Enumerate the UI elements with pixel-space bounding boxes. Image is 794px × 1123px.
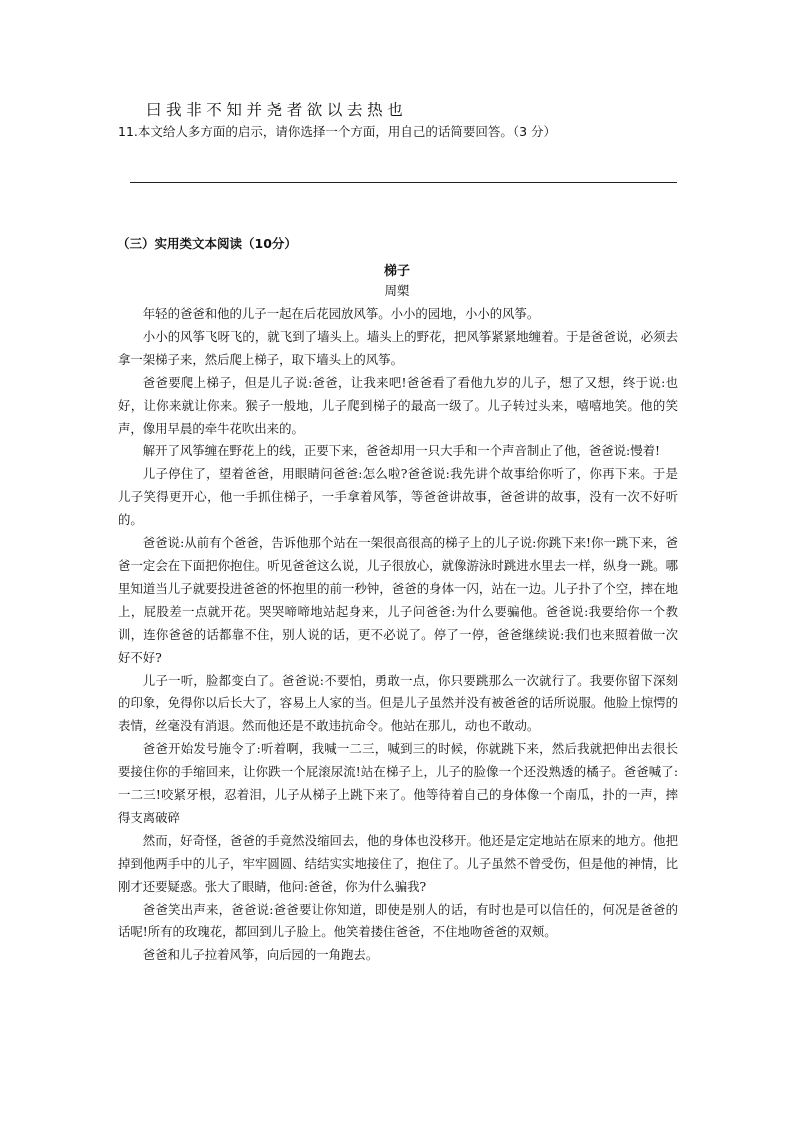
paragraph: 爸爸开始发号施令了:听着啊，我喊一二三，喊到三的时候，你就跳下来，然后我就把伸出去很长要接住你的手缩回来，让你跌一个屁滚尿流!站在梯子上，儿子的脸像一个还没熟透的橘子。爸爸喊了:一二三!咬紧牙根，忍着泪，儿子从梯子上跳下来了。他等待着自己的身体像一个南瓜，扑的一声，摔得支离破碎 <box>118 741 678 825</box>
paragraph: 年轻的爸爸和他的儿子一起在后花园放风筝。小小的园地，小小的风筝。 <box>142 306 540 321</box>
story-body <box>118 303 678 967</box>
paragraph: 解开了风筝缠在野花上的线，正要下来，爸爸却用一只大手和一个声音制止了他，爸爸说:慢着! <box>142 443 660 459</box>
paragraph: 爸爸和儿子拉着风筝，向后园的一角跑去。 <box>142 947 379 963</box>
question-11: 11.本文给人多方面的启示，请你选择一个方面，用自己的话简要回答。（3 分） <box>118 124 557 139</box>
paragraph: 爸爸要爬上梯子，但是儿子说:爸爸，让我来吧!爸爸看了看他九岁的儿子，想了又想，终于说:也好，让你来就让你来。猴子一般地，儿子爬到梯子的最高一级了。儿子转过头来，嘻嘻地笑。他的笑声，像用早晨的牵牛花吹出来的。 <box>118 374 678 436</box>
story-title: 梯子 <box>383 264 410 279</box>
paragraph: 然而，好奇怪，爸爸的手竟然没缩回去，他的身体也没移开。他还是定定地站在原来的地方。他把掉到他两手中的儿子，牢牢圆圆、结结实实地接住了，抱住了。儿子虽然不曾受伤，但是他的神情，比刚才还要疑惑。张大了眼睛，他问:爸爸，你为什么骗我? <box>118 832 678 894</box>
paragraph: 爸爸笑出声来，爸爸说:爸爸要让你知道，即使是别人的话，有时也是可以信任的，何况是爸爸的话呢!所有的玫瑰花，都回到儿子脸上。他笑着搂住爸爸，不住地吻爸爸的双颊。 <box>118 901 678 940</box>
paragraph: 儿子一听，脸都变白了。爸爸说:不要怕，勇敢一点，你只要跳那么一次就行了。我要你留下深刻的印象，免得你以后长大了，容易上人家的当。但是儿子虽然并没有被爸爸的话所说服。他脸上惊愕的表情，丝毫没有消退。然而他还是不敢违抗命令。他站在那儿，动也不敢动。 <box>118 672 678 734</box>
paragraph: 小小的风筝飞呀飞的，就飞到了墙头上。墙头上的野花，把风筝紧紧地缠着。于是爸爸说，必须去拿一架梯子来，然后爬上梯子，取下墙头上的风筝。 <box>118 328 678 367</box>
paragraph: 儿子停住了，望着爸爸，用眼睛问爸爸:怎么啦?爸爸说:我先讲个故事给你听了，你再下来。于是儿子笑得更开心，他一手抓住梯子，一手拿着风筝，等爸爸讲故事，爸爸讲的故事，没有一次不好听的。 <box>118 466 678 528</box>
classical-chinese-characters: 曰我非不知并尧者欲以去热也 <box>146 101 408 119</box>
paragraph: 爸爸说:从前有个爸爸，告诉他那个站在一架很高很高的梯子上的儿子说:你跳下来!你一跳下来，爸爸一定会在下面把你抱住。听见爸爸这么说，儿子很放心，就像游泳时跳进水里去一样，纵身一跳。哪里知道当儿子就要投进爸爸的怀抱里的前一秒钟，爸爸的身体一闪，站在一边。儿子扑了个空，摔在地上，屁股差一点就开花。哭哭啼啼地站起身来，儿子问爸爸:为什么要骗他。爸爸说:我要给你一个教训，连你爸爸的话都靠不住，别人说的话，更不必说了。停了一停，爸爸继续说:我们也来照着做一次好不好? <box>118 535 678 665</box>
story-author: 周槊 <box>384 283 410 298</box>
section-title: （三）实用类文本阅读（10分） <box>117 236 297 251</box>
answer-line <box>130 182 677 183</box>
